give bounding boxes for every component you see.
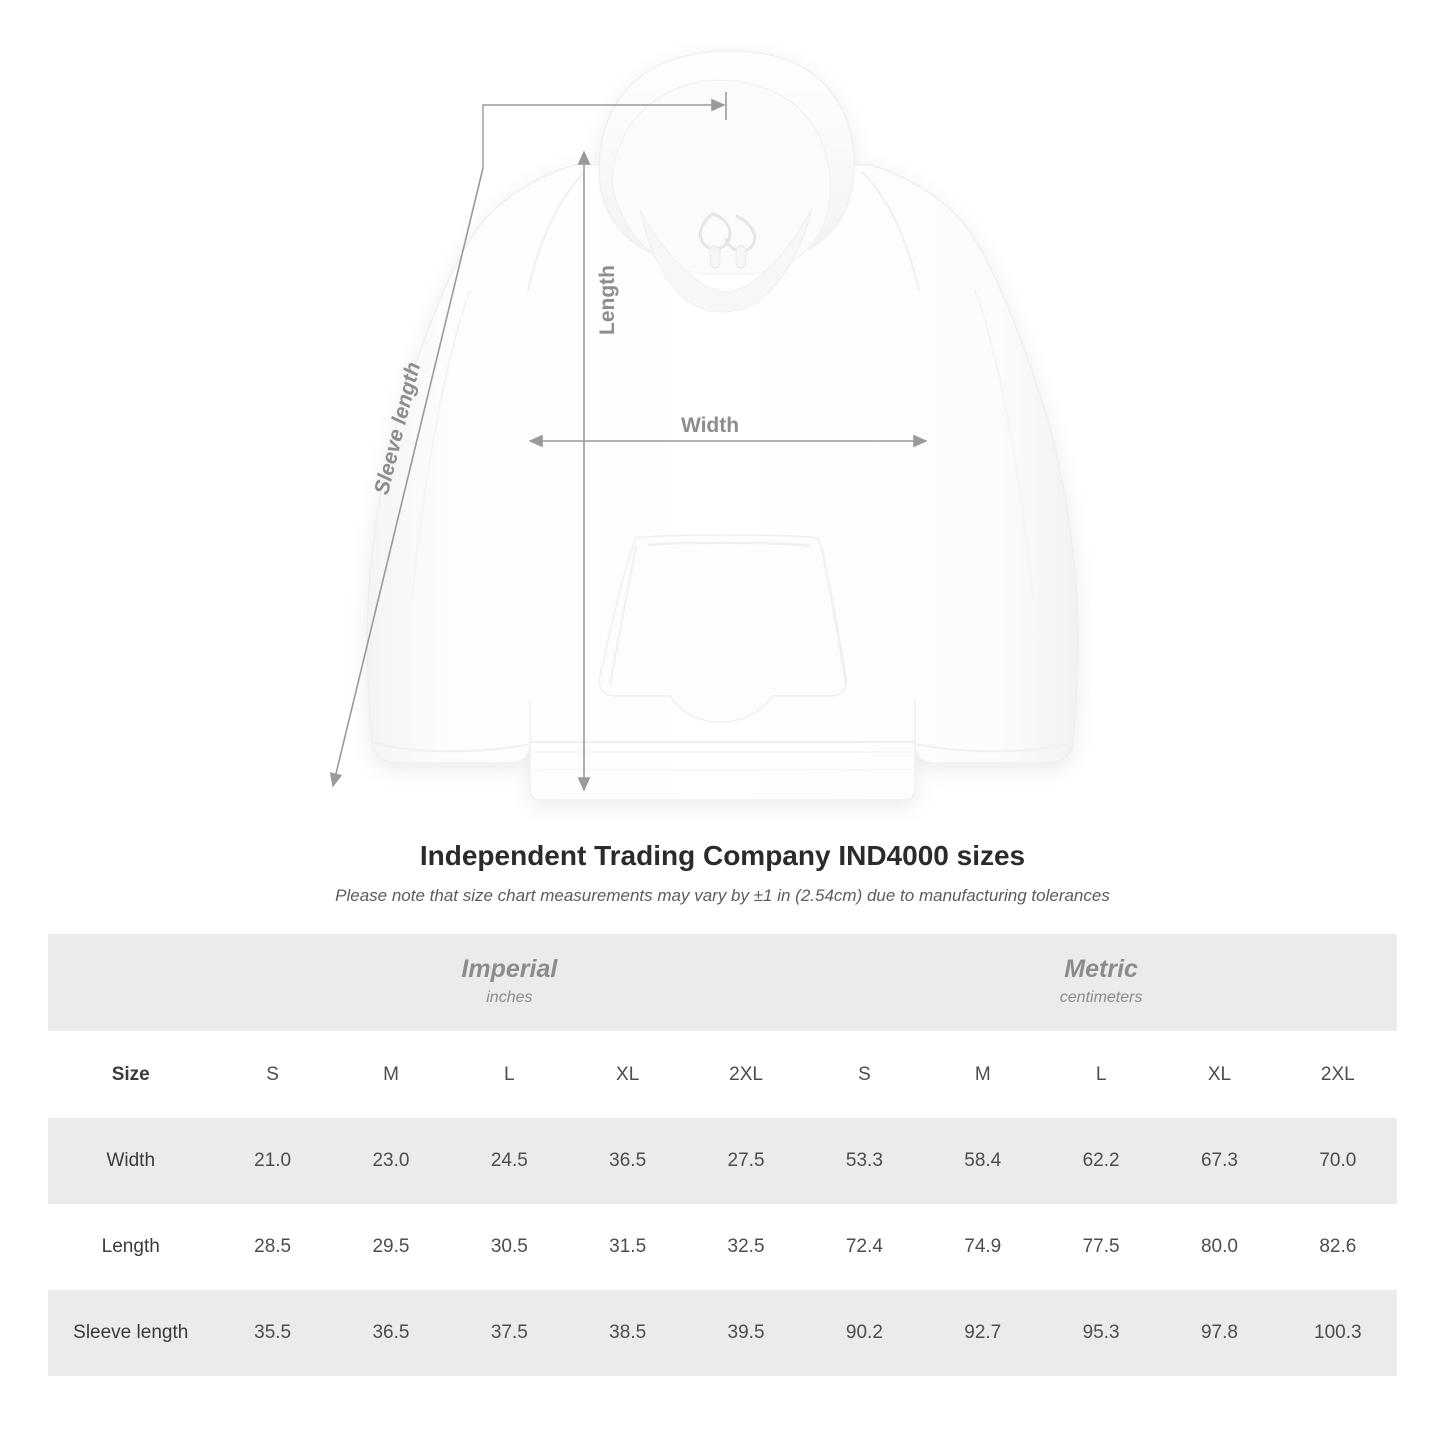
sleeve-length-label: Sleeve length xyxy=(370,359,426,497)
cell-length-imperial-s: 28.5 xyxy=(213,1204,331,1290)
unit-header-row xyxy=(48,934,1397,1031)
imperial-label: Imperial xyxy=(461,955,558,984)
cell-sleeve-metric-xl: 97.8 xyxy=(1160,1290,1278,1376)
cell-sleeve-imperial-s: 35.5 xyxy=(213,1290,331,1376)
row-label-sleeve-length: Sleeve length xyxy=(48,1290,213,1376)
cell-width-imperial-xl: 36.5 xyxy=(569,1118,687,1204)
unit-header-imperial xyxy=(213,934,805,1031)
size-col-imperial-m: M xyxy=(332,1031,450,1118)
cell-length-metric-xl: 80.0 xyxy=(1160,1204,1278,1290)
row-label-width: Width xyxy=(48,1118,213,1204)
size-table xyxy=(48,934,1397,1376)
cell-sleeve-imperial-l: 37.5 xyxy=(450,1290,568,1376)
cell-width-metric-2xl: 70.0 xyxy=(1279,1118,1397,1204)
cell-length-metric-m: 74.9 xyxy=(924,1204,1042,1290)
cell-sleeve-metric-m: 92.7 xyxy=(924,1290,1042,1376)
cell-width-metric-l: 62.2 xyxy=(1042,1118,1160,1204)
size-col-metric-l: L xyxy=(1042,1031,1160,1118)
cell-width-metric-xl: 67.3 xyxy=(1160,1118,1278,1204)
size-col-imperial-l: L xyxy=(450,1031,568,1118)
width-label: Width xyxy=(680,414,740,437)
table-row xyxy=(48,1204,1397,1290)
length-label: Length xyxy=(596,265,619,335)
cell-sleeve-imperial-2xl: 39.5 xyxy=(687,1290,805,1376)
cell-length-imperial-xl: 31.5 xyxy=(569,1204,687,1290)
cell-width-metric-s: 53.3 xyxy=(805,1118,923,1204)
unit-header-metric xyxy=(805,934,1397,1031)
imperial-unit: inches xyxy=(486,989,533,1007)
chart-note: Please note that size chart measurements may vary by ±1 in (2.54cm) due to manufacturing tolerances xyxy=(335,886,1110,905)
size-col-imperial-2xl: 2XL xyxy=(687,1031,805,1118)
cell-sleeve-metric-2xl: 100.3 xyxy=(1279,1290,1397,1376)
cell-width-imperial-2xl: 27.5 xyxy=(687,1118,805,1204)
cell-width-imperial-l: 24.5 xyxy=(450,1118,568,1204)
cell-sleeve-imperial-xl: 38.5 xyxy=(569,1290,687,1376)
metric-unit: centimeters xyxy=(1059,989,1143,1007)
size-header-label: Size xyxy=(48,1031,213,1118)
cell-length-imperial-m: 29.5 xyxy=(332,1204,450,1290)
metric-label: Metric xyxy=(1064,955,1138,984)
page-title: Independent Trading Company IND4000 sizes xyxy=(419,840,1026,871)
cell-sleeve-imperial-m: 36.5 xyxy=(332,1290,450,1376)
size-table-wrap xyxy=(48,934,1397,1376)
size-col-metric-m: M xyxy=(924,1031,1042,1118)
cell-length-imperial-2xl: 32.5 xyxy=(687,1204,805,1290)
cell-length-metric-2xl: 82.6 xyxy=(1279,1204,1397,1290)
size-col-imperial-s: S xyxy=(213,1031,331,1118)
cell-width-metric-m: 58.4 xyxy=(924,1118,1042,1204)
cell-length-metric-l: 77.5 xyxy=(1042,1204,1160,1290)
table-row xyxy=(48,1290,1397,1376)
cell-sleeve-metric-l: 95.3 xyxy=(1042,1290,1160,1376)
cell-length-imperial-l: 30.5 xyxy=(450,1204,568,1290)
size-col-metric-s: S xyxy=(805,1031,923,1118)
table-row xyxy=(48,1118,1397,1204)
row-label-length: Length xyxy=(48,1204,213,1290)
cell-width-imperial-s: 21.0 xyxy=(213,1118,331,1204)
unit-header-spacer xyxy=(48,934,213,1031)
size-col-metric-2xl: 2XL xyxy=(1279,1031,1397,1118)
size-col-imperial-xl: XL xyxy=(569,1031,687,1118)
size-col-metric-xl: XL xyxy=(1160,1031,1278,1118)
cell-width-imperial-m: 23.0 xyxy=(332,1118,450,1204)
cell-length-metric-s: 72.4 xyxy=(805,1204,923,1290)
chart-heading xyxy=(0,840,1445,906)
cell-sleeve-metric-s: 90.2 xyxy=(805,1290,923,1376)
size-header-row xyxy=(48,1031,1397,1118)
